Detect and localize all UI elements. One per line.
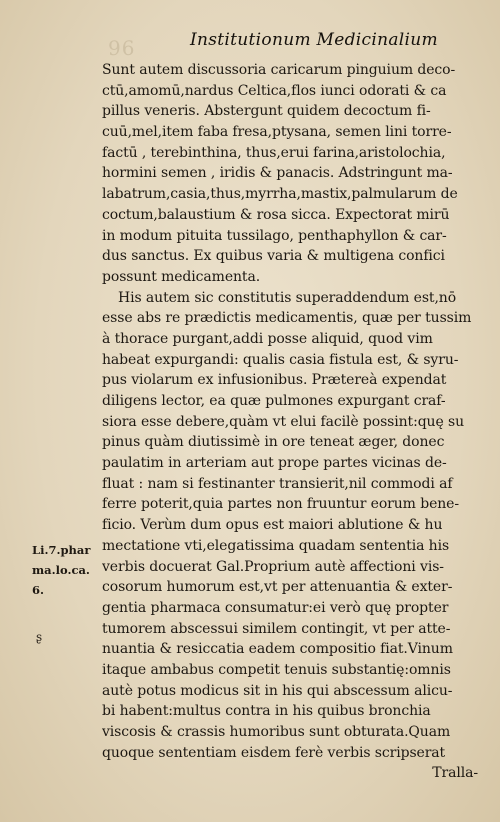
show-through-page-number: 96 <box>108 36 136 60</box>
text-line: coctum,balaustium & rosa sicca. Expectorat mirū <box>102 206 450 223</box>
text-line: diligens lector, ea quæ pulmones expurgant craf- <box>102 393 446 409</box>
text-line: nuantia & resiccatia eadem compositio fiat.Vinum <box>102 641 453 658</box>
text-line: bi habent:multus contra in his quibus bronchia <box>102 703 431 720</box>
text-line: hormini semen , iridis & panacis. Adstringunt ma- <box>102 165 453 182</box>
running-head-title: Institutionum Medicinalium <box>190 30 438 50</box>
text-line: siora esse debere,quàm vt elui facilè possint:quę su <box>102 413 465 430</box>
text-line: ficio. Verùm dum opus est maiori ablutione & hu <box>102 517 443 534</box>
text-line: gentia pharmaca consumatur:ei verò quę propter <box>102 599 449 616</box>
text-line: à thorace purgant,addi posse aliquid, quod vim <box>102 330 433 347</box>
text-line: esse abs re prædictis medicamentis, quæ per tussim <box>102 310 472 327</box>
text-line: ferre poterit,quia partes non fruuntur eorum bene- <box>102 496 459 513</box>
text-line: cuū,mel,item faba fresa,ptysana, semen lini torre- <box>102 124 452 141</box>
text-line: factū , terebinthina, thus,erui farina,aristolochia, <box>102 144 446 161</box>
text-line: dus sanctus. Ex quibus varia & multigena confici <box>102 248 445 265</box>
stray-margin-mark: ʂ <box>36 630 43 644</box>
text-line: mectatione vti,elegatissima quadam sententia his <box>102 537 450 554</box>
text-line: autè potus modicus sit in his qui abscessum alicu- <box>102 682 453 699</box>
text-line: pus violarum ex infusionibus. Prætereà expendat <box>102 372 447 389</box>
text-line: habeat expurgandi: qualis casia fistula est, & syru- <box>102 351 459 368</box>
marginal-reference-line: Li.7.phar <box>32 543 91 557</box>
text-line: verbis docuerat Gal.Proprium autè affectioni vis- <box>102 558 444 575</box>
marginal-reference-line: ma.lo.ca. <box>32 563 90 577</box>
main-text-block <box>102 60 480 784</box>
text-line: tumorem abscessui similem contingit, vt per atte- <box>102 620 451 637</box>
text-line: itaque ambabus competit tenuis substantię:omnis <box>102 661 451 678</box>
text-line: pinus quàm diutissimè in ore teneat æger, donec <box>102 434 445 451</box>
text-line: cosorum humorum est,vt per attenuantia & exter- <box>102 579 453 596</box>
paragraph-start-line: His autem sic constitutis superaddendum est,nō <box>118 289 457 306</box>
text-line: fluat : nam si festinanter transierit,nil commodi af <box>102 475 453 492</box>
catchword: Tralla- <box>432 765 478 782</box>
text-line: quoque sententiam eisdem ferè verbis scripserat <box>102 744 446 761</box>
text-line: ctū,amomū,nardus Celtica,flos iunci odorati & ca <box>102 82 447 99</box>
text-line: Sunt autem discussoria caricarum pinguium deco- <box>102 62 456 78</box>
text-line: labatrum,casia,thus,myrrha,mastix,palmularum de <box>102 186 458 203</box>
text-line: pillus veneris. Abstergunt quidem decoctum fi- <box>102 103 431 120</box>
text-line: possunt medicamenta. <box>102 268 261 285</box>
marginal-reference-line: 6. <box>32 583 45 597</box>
text-line: in modum pituita tussilago, penthaphyllon & car- <box>102 227 447 244</box>
text-line: viscosis & crassis humoribus sunt obturata.Quam <box>102 724 451 740</box>
text-line: paulatim in arteriam aut prope partes vicinas de- <box>102 455 447 472</box>
